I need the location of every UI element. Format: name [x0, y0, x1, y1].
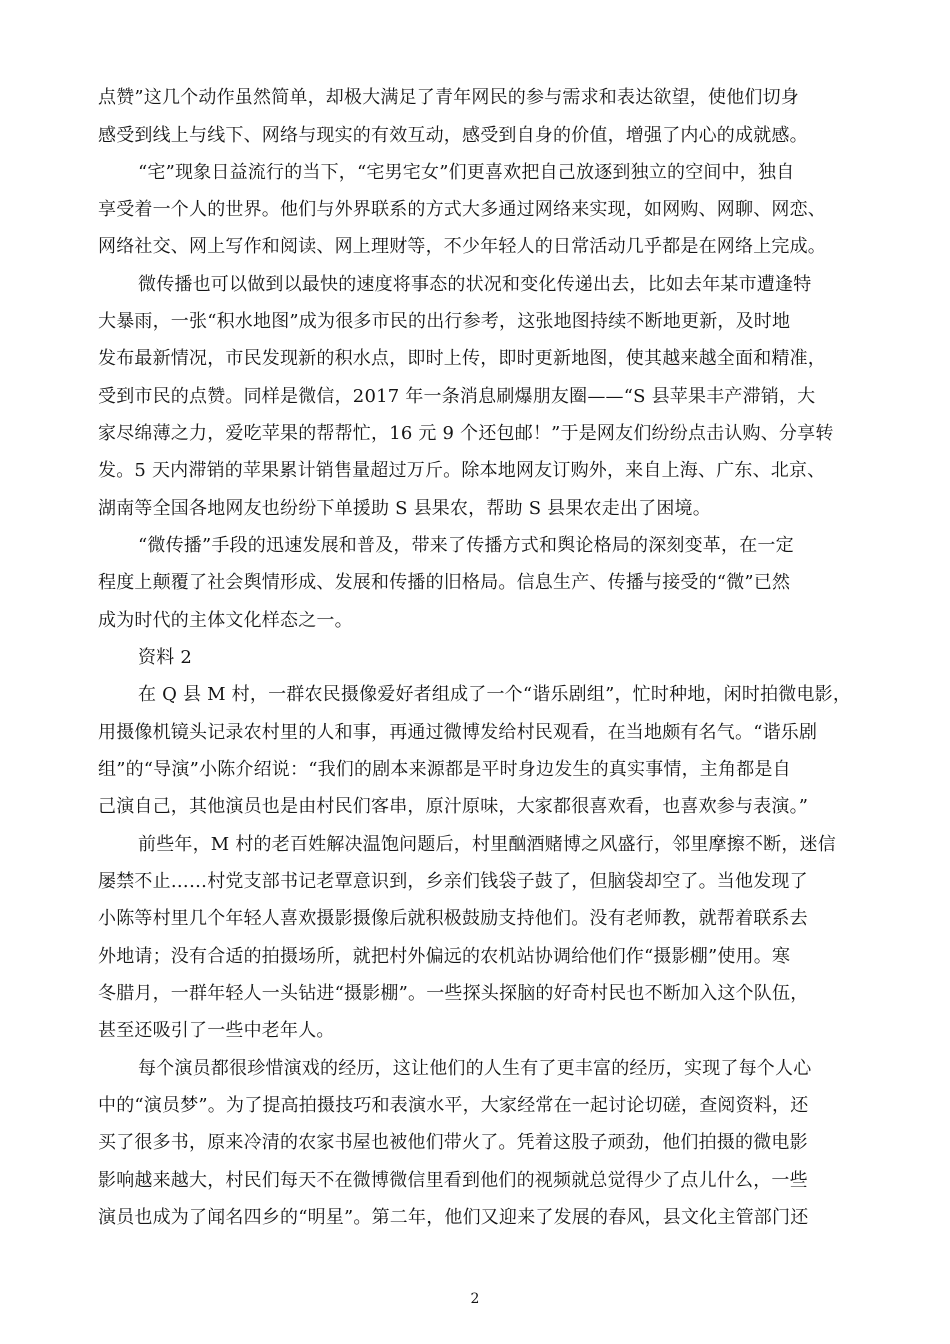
- page-number: 2: [470, 1291, 480, 1307]
- text-line: 买了很多书，原来冷清的农家书屋也被他们带火了。凭着这股子顽劲，他们拍摄的微电影: [98, 1132, 808, 1153]
- text-line: 湖南等全国各地网友也纷纷下单援助 S 县果农，帮助 S 县果农走出了困境。: [98, 498, 711, 519]
- text-line: “宅”现象日益流行的当下，“宅男宅女”们更喜欢把自己放逐到独立的空间中，独自: [138, 162, 795, 183]
- text-line: 感受到线上与线下、网络与现实的有效互动，感受到自身的价值，增强了内心的成就感。: [98, 125, 808, 146]
- text-line: 大暴雨，一张“积水地图”成为很多市民的出行参考，这张地图持续不断地更新，及时地: [98, 311, 791, 332]
- text-line: 中的“演员梦”。为了提高拍摄技巧和表演水平，大家经常在一起讨论切磋，查阅资料，还: [98, 1095, 809, 1116]
- text-line: 前些年，M 村的老百姓解决温饱问题后，村里酗酒赌博之风盛行，邻里摩擦不断，迷信: [138, 834, 836, 855]
- text-line: 程度上颠覆了社会舆情形成、发展和传播的旧格局。信息生产、传播与接受的“微”已然: [98, 572, 791, 593]
- text-line: 家尽绵薄之力，爱吃苹果的帮帮忙，16 元 9 个还包邮！”于是网友们纷纷点击认购、分享转: [98, 423, 834, 444]
- text-line: 发。5 天内滞销的苹果累计销售量超过万斤。除本地网友订购外，来自上海、广东、北京、: [98, 460, 826, 481]
- text-line: 在 Q 县 M 村，一群农民摄像爱好者组成了一个“谐乐剧组”，忙时种地，闲时拍微电影，: [138, 684, 852, 705]
- section-heading: 资料 2: [138, 647, 192, 668]
- text-line: 演员也成为了闻名四乡的“明星”。第二年，他们又迎来了发展的春风，县文化主管部门还: [98, 1207, 809, 1228]
- text-line: 网络社交、网上写作和阅读、网上理财等，不少年轻人的日常活动几乎都是在网络上完成。: [98, 236, 826, 257]
- text-line: 受到市民的点赞。同样是微信，2017 年一条消息刷爆朋友圈——“S 县苹果丰产滞销，大: [98, 386, 816, 407]
- text-line: 影响越来越大，村民们每天不在微博微信里看到他们的视频就总觉得少了点儿什么，一些: [98, 1170, 808, 1191]
- text-line: 发布最新情况，市民发现新的积水点，即时上传，即时更新地图，使其越来越全面和精准，: [98, 348, 826, 369]
- text-line: 组”的“导演”小陈介绍说：“我们的剧本来源都是平时身边发生的真实事情，主角都是自: [98, 759, 791, 780]
- text-line: 冬腊月，一群年轻人一头钻进“摄影棚”。一些探头探脑的好奇村民也不断加入这个队伍，: [98, 983, 809, 1004]
- text-line: 享受着一个人的世界。他们与外界联系的方式大多通过网络来实现，如网购、网聊、网恋、: [98, 199, 826, 220]
- text-line: 每个演员都很珍惜演戏的经历，这让他们的人生有了更丰富的经历，实现了每个人心: [138, 1058, 812, 1079]
- text-line: 微传播也可以做到以最快的速度将事态的状况和变化传递出去，比如去年某市遭逢特: [138, 274, 812, 295]
- text-line: 点赞”这几个动作虽然简单，却极大满足了青年网民的参与需求和表达欲望，使他们切身: [98, 87, 799, 108]
- text-line: 屡禁不止……村党支部书记老覃意识到，乡亲们钱袋子鼓了，但脑袋却空了。当他发现了: [98, 871, 808, 892]
- text-line: 己演自己，其他演员也是由村民们客串，原汁原味，大家都很喜欢看，也喜欢参与表演。”: [98, 796, 809, 817]
- text-line: 外地请；没有合适的拍摄场所，就把村外偏远的农机站协调给他们作“摄影棚”使用。寒: [98, 946, 791, 967]
- text-line: 小陈等村里几个年轻人喜欢摄影摄像后就积极鼓励支持他们。没有老师教，就帮着联系去: [98, 908, 808, 929]
- text-line: 成为时代的主体文化样态之一。: [98, 610, 353, 631]
- text-line: “微传播”手段的迅速发展和普及，带来了传播方式和舆论格局的深刻变革，在一定: [138, 535, 794, 556]
- text-line: 甚至还吸引了一些中老年人。: [98, 1020, 335, 1041]
- text-line: 用摄像机镜头记录农村里的人和事，再通过微博发给村民观看，在当地颇有名气。“谐乐剧: [98, 722, 818, 743]
